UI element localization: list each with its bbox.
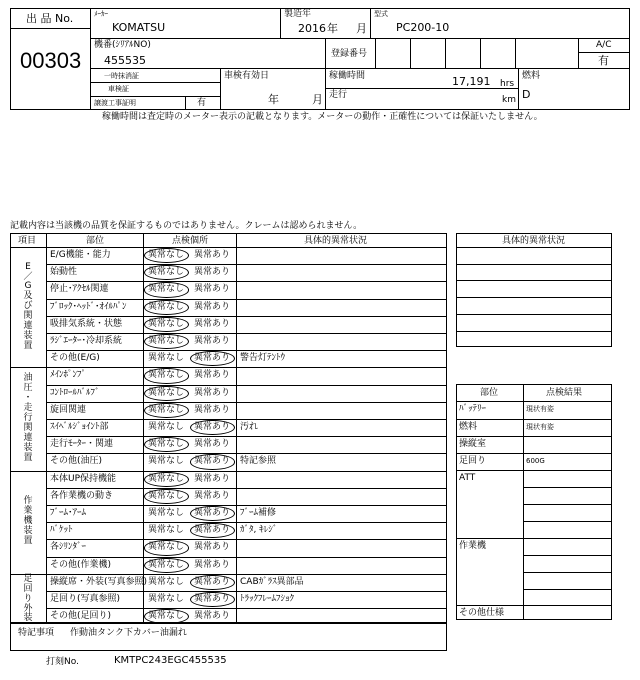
notes-value: 作動油タンク下カバー油漏れ <box>70 628 187 638</box>
inspection-cert-label: 車検証 <box>108 85 129 93</box>
result-row-line <box>456 605 612 606</box>
model-value: PC200-10 <box>396 21 450 34</box>
result-sub-line <box>523 572 612 573</box>
selected-oval <box>144 368 189 383</box>
row-divider <box>46 522 447 523</box>
mileage-label: 走行 <box>329 90 348 100</box>
part-label: ｽｲﾍﾞﾙｼﾞｮｲﾝﾄ部 <box>50 422 109 432</box>
blank-row-line <box>456 314 612 315</box>
part-label: 各作業機の動き <box>50 490 114 501</box>
part-label: その他(油圧) <box>50 456 103 467</box>
ok-option: 異常なし <box>148 611 185 622</box>
part-label: 各ｼﾘﾝﾀﾞｰ <box>50 542 87 553</box>
selected-oval <box>190 454 235 469</box>
row-divider <box>46 316 447 317</box>
ok-option: 異常なし <box>148 439 185 450</box>
ng-option: 異常あり <box>194 301 231 312</box>
ok-option: 異常なし <box>148 422 185 432</box>
col-part-header: 部位 <box>86 236 105 246</box>
lot-number: 00303 <box>20 48 82 73</box>
expiry-month-unit: 月 <box>312 93 323 106</box>
detail-text: CABｶﾞﾗｽ異部品 <box>240 576 304 587</box>
selected-oval <box>144 386 189 401</box>
detail-text: 警告灯ﾃﾝﾄｳ <box>240 353 286 364</box>
group-divider <box>10 574 447 575</box>
part-label: 走行ﾓｰﾀｰ・関連 <box>50 439 114 450</box>
registration-label: 登録番号 <box>331 49 368 59</box>
inspection-expiry-label: 車検有効日 <box>224 71 270 81</box>
ng-option: 異常あり <box>194 353 231 364</box>
serial-value: 455535 <box>104 54 146 67</box>
ng-option: 異常あり <box>194 439 231 450</box>
detail-text: 汚れ <box>240 422 259 432</box>
year-value: 2016 <box>298 22 326 35</box>
blank-row-line <box>456 280 612 281</box>
ok-option: 異常なし <box>148 284 185 295</box>
ok-option: 異常なし <box>148 559 185 570</box>
result-part: 燃料 <box>459 422 478 432</box>
removal-cert-label: 譲渡工事証明 <box>94 99 136 107</box>
row-divider <box>46 350 447 351</box>
part-label: 停止･ｱｸｾﾙ関連 <box>50 284 109 295</box>
notes-label: 特記事項 <box>18 628 55 638</box>
row-divider <box>46 419 447 420</box>
part-label: 旋回関連 <box>50 404 87 415</box>
year-label: 製造年 <box>284 9 312 19</box>
row-divider <box>46 608 447 609</box>
mileage-unit: km <box>502 95 516 105</box>
result-sub-line <box>523 555 612 556</box>
ok-option: 異常なし <box>148 353 185 364</box>
blank-row-line <box>456 297 612 298</box>
ok-option: 異常なし <box>148 301 185 312</box>
ng-option: 異常あり <box>194 370 231 381</box>
row-divider <box>46 557 447 558</box>
blank-row-line <box>456 264 612 265</box>
ng-option: 異常あり <box>194 473 231 484</box>
part-label: ﾊﾞｹｯﾄ <box>50 525 73 536</box>
ng-option: 異常あり <box>194 456 231 467</box>
maker-label: ﾒｰｶｰ <box>94 10 108 18</box>
row-divider <box>46 333 447 334</box>
blank-row-line <box>456 331 612 332</box>
detail-text: ﾌﾞｰﾑ補修 <box>240 508 277 518</box>
ng-option: 異常あり <box>194 250 231 260</box>
result-sub-line <box>523 589 612 590</box>
selected-oval <box>144 403 189 418</box>
part-label: 吸排気系統・状態 <box>50 318 123 329</box>
row-divider <box>46 488 447 489</box>
selected-oval <box>144 558 189 573</box>
result-part: ﾊﾞｯﾃﾘｰ <box>459 404 487 414</box>
result-row-line <box>456 470 612 471</box>
stamp-value: KMTPC243EGC455535 <box>114 655 227 666</box>
group-label: 足 回 り 外 装 <box>23 573 33 624</box>
part-label: 操縦席・外装(写真参照) <box>50 576 148 587</box>
part-label: ｺﾝﾄﾛｰﾙﾊﾞﾙﾌﾞ <box>50 387 100 398</box>
part-label: ﾗｼﾞｴｰﾀｰ･冷却系統 <box>50 336 123 346</box>
result-row-line <box>456 419 612 420</box>
hours-label: 稼働時間 <box>329 71 366 81</box>
hours-unit: hrs <box>500 79 515 89</box>
removal-cert-value: 有 <box>197 98 207 108</box>
ok-option: 異常なし <box>148 490 185 501</box>
ok-option: 異常なし <box>148 404 185 415</box>
group-divider <box>10 367 447 368</box>
detail-text: ﾄﾗｯｸﾌﾚｰﾑﾌｼｮｸ <box>240 594 295 604</box>
part-label: E/G機能・能力 <box>50 250 111 260</box>
part-label: 本体UP保持機能 <box>50 473 117 484</box>
ok-option: 異常なし <box>148 336 185 346</box>
expiry-year-unit: 年 <box>268 93 279 106</box>
part-label: その他(E/G) <box>50 353 100 364</box>
row-divider <box>46 281 447 282</box>
ok-option: 異常なし <box>148 267 185 278</box>
row-divider <box>46 505 447 506</box>
ok-option: 異常なし <box>148 250 185 260</box>
row-divider <box>46 299 447 300</box>
row-divider <box>46 453 447 454</box>
ng-option: 異常あり <box>194 576 231 587</box>
result-sub-line <box>523 487 612 488</box>
result-value: 600G <box>526 457 545 465</box>
result-part: 作業機 <box>459 541 487 551</box>
selected-oval <box>144 472 189 487</box>
ng-option: 異常あり <box>194 525 231 536</box>
col-item-header: 項目 <box>18 236 37 246</box>
year-unit: 年 <box>327 22 338 35</box>
result-value: 現状有姿 <box>526 405 554 413</box>
selected-oval <box>144 300 189 315</box>
fuel-value: D <box>522 88 531 101</box>
ac-value: 有 <box>598 54 609 67</box>
ng-option: 異常あり <box>194 508 231 518</box>
ok-option: 異常なし <box>148 456 185 467</box>
selected-oval <box>144 317 189 332</box>
result-part: 足回り <box>459 456 487 466</box>
ng-option: 異常あり <box>194 336 231 346</box>
row-divider <box>46 264 447 265</box>
ng-option: 異常あり <box>194 404 231 415</box>
result-row-line <box>456 453 612 454</box>
detail-side-header: 具体的異常状況 <box>502 236 566 246</box>
month-unit: 月 <box>356 22 367 35</box>
selected-oval <box>144 540 189 555</box>
ng-option: 異常あり <box>194 594 231 604</box>
selected-oval <box>144 489 189 504</box>
result-row-line <box>456 436 612 437</box>
row-divider <box>46 539 447 540</box>
group-divider <box>10 247 447 248</box>
row-divider <box>46 402 447 403</box>
part-label: ﾌﾞﾛｯｸ･ﾍｯﾄﾞ･ｵｲﾙﾊﾟﾝ <box>50 301 127 312</box>
result-sub-line <box>523 504 612 505</box>
ok-option: 異常なし <box>148 370 185 381</box>
result-col-result: 点検結果 <box>546 388 583 398</box>
ok-option: 異常なし <box>148 473 185 484</box>
part-label: その他(足回り) <box>50 611 112 622</box>
lot-no-label: 出 品 No. <box>26 12 74 25</box>
ng-option: 異常あり <box>194 318 231 329</box>
part-label: ﾌﾞｰﾑ･ｱｰﾑ <box>50 508 87 518</box>
serial-label: 機番(ｼﾘｱﾙNO) <box>94 40 151 50</box>
row-divider <box>46 385 447 386</box>
ng-option: 異常あり <box>194 611 231 622</box>
part-label: 足回り(写真参照) <box>50 594 121 604</box>
result-sub-line <box>523 521 612 522</box>
ok-option: 異常なし <box>148 387 185 398</box>
row-divider <box>46 591 447 592</box>
part-label: 始動性 <box>50 267 78 278</box>
ok-option: 異常なし <box>148 542 185 553</box>
group-label: 油 圧 ・ 走 行 関 連 装 置 <box>23 373 33 463</box>
result-col-part: 部位 <box>480 388 499 398</box>
ok-option: 異常なし <box>148 594 185 604</box>
quality-notice: 記載内容は当該機の品質を保証するものではありません。クレームは認められません。 <box>10 221 363 231</box>
part-label: その他(作業機) <box>50 559 112 570</box>
col-detail-header: 具体的異常状況 <box>304 236 368 246</box>
detail-text: 特記参照 <box>240 456 277 467</box>
ok-option: 異常なし <box>148 318 185 329</box>
ng-option: 異常あり <box>194 490 231 501</box>
stamp-label: 打刻No. <box>46 657 79 667</box>
selected-oval <box>190 575 235 590</box>
maker-value: KOMATSU <box>112 21 166 34</box>
detail-text: ｶﾞﾀ, ｷﾚｼﾞ <box>240 525 278 536</box>
result-part: その他仕様 <box>459 608 505 618</box>
fuel-label: 燃料 <box>522 71 541 81</box>
row-divider <box>46 436 447 437</box>
ng-option: 異常あり <box>194 284 231 295</box>
ok-option: 異常なし <box>148 576 185 587</box>
ng-option: 異常あり <box>194 422 231 432</box>
group-divider <box>10 471 447 472</box>
ng-option: 異常あり <box>194 387 231 398</box>
ac-label: A/C <box>596 40 612 50</box>
ng-option: 異常あり <box>194 542 231 553</box>
hours-notice: 稼働時間は査定時のメーター表示の記載となります。メーターの動作・正確性については保証いたしません。 <box>102 112 543 122</box>
ok-option: 異常なし <box>148 508 185 518</box>
result-row-line <box>456 538 612 539</box>
model-label: 型式 <box>374 10 388 18</box>
ok-option: 異常なし <box>148 525 185 536</box>
group-label: 作 業 機 装 置 <box>23 496 33 547</box>
ng-option: 異常あり <box>194 267 231 278</box>
result-value: 現状有姿 <box>526 423 554 431</box>
result-row-line <box>456 401 612 402</box>
result-part: ATT <box>459 473 476 483</box>
blank-row-line <box>456 247 612 248</box>
hours-value: 17,191 <box>452 75 491 88</box>
result-part: 操縦室 <box>459 439 487 449</box>
col-check-header: 点検個所 <box>172 236 209 246</box>
ng-option: 異常あり <box>194 559 231 570</box>
selected-oval <box>144 282 189 297</box>
temp-permit-label: 一時抹消証 <box>104 72 139 80</box>
group-label: E ／ G 及 び 関 連 装 置 <box>23 261 33 351</box>
part-label: ﾒｲﾝﾎﾟﾝﾌﾟ <box>50 370 87 381</box>
